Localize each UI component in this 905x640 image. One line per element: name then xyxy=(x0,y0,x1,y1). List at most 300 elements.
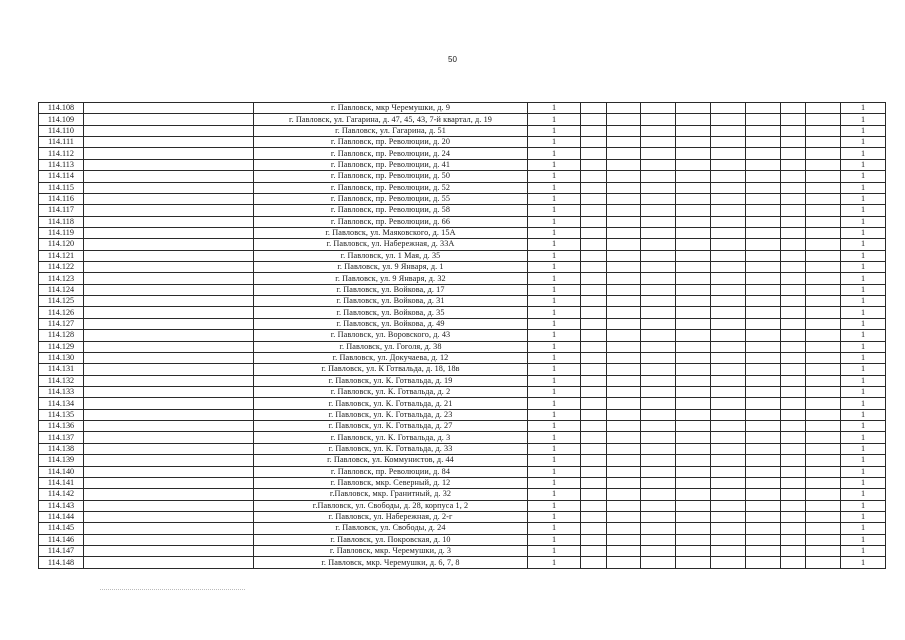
blank-cell xyxy=(806,171,841,182)
blank-cell xyxy=(641,318,676,329)
blank-cell xyxy=(581,216,607,227)
total-mark-cell: 1 xyxy=(841,443,886,454)
blank-cell xyxy=(746,103,781,114)
total-mark-cell: 1 xyxy=(841,307,886,318)
mark-cell: 1 xyxy=(528,205,581,216)
blank-cell xyxy=(84,500,254,511)
blank-cell xyxy=(806,477,841,488)
blank-cell xyxy=(607,398,641,409)
mark-cell: 1 xyxy=(528,193,581,204)
blank-cell xyxy=(711,352,746,363)
blank-cell xyxy=(711,137,746,148)
blank-cell xyxy=(84,534,254,545)
blank-cell xyxy=(84,330,254,341)
mark-cell: 1 xyxy=(528,443,581,454)
table-row xyxy=(39,557,886,568)
blank-cell xyxy=(746,171,781,182)
blank-cell xyxy=(581,523,607,534)
total-mark-cell: 1 xyxy=(841,432,886,443)
address-cell: г. Павловск, пр. Революции, д. 55 xyxy=(254,193,528,204)
address-cell: г.Павловск, мкр. Гранитный, д. 32 xyxy=(254,489,528,500)
row-number-cell: 114.143 xyxy=(39,500,84,511)
total-mark-cell: 1 xyxy=(841,205,886,216)
blank-cell xyxy=(84,262,254,273)
blank-cell xyxy=(581,398,607,409)
blank-cell xyxy=(641,500,676,511)
blank-cell xyxy=(781,239,806,250)
blank-cell xyxy=(806,296,841,307)
blank-cell xyxy=(806,341,841,352)
blank-cell xyxy=(676,273,711,284)
blank-cell xyxy=(746,364,781,375)
blank-cell xyxy=(641,534,676,545)
blank-cell xyxy=(781,523,806,534)
blank-cell xyxy=(781,500,806,511)
blank-cell xyxy=(746,466,781,477)
blank-cell xyxy=(641,296,676,307)
blank-cell xyxy=(746,557,781,568)
blank-cell xyxy=(781,352,806,363)
total-mark-cell: 1 xyxy=(841,296,886,307)
blank-cell xyxy=(581,455,607,466)
blank-cell xyxy=(711,182,746,193)
table-row xyxy=(39,364,886,375)
address-cell: г. Павловск, ул. Воровского, д. 43 xyxy=(254,330,528,341)
blank-cell xyxy=(711,511,746,522)
address-cell: г. Павловск, пр. Революции, д. 24 xyxy=(254,148,528,159)
mark-cell: 1 xyxy=(528,341,581,352)
blank-cell xyxy=(641,216,676,227)
blank-cell xyxy=(641,307,676,318)
blank-cell xyxy=(806,557,841,568)
blank-cell xyxy=(781,227,806,238)
total-mark-cell: 1 xyxy=(841,523,886,534)
blank-cell xyxy=(781,148,806,159)
blank-cell xyxy=(84,159,254,170)
blank-cell xyxy=(84,375,254,386)
blank-cell xyxy=(607,489,641,500)
blank-cell xyxy=(607,375,641,386)
blank-cell xyxy=(641,557,676,568)
mark-cell: 1 xyxy=(528,477,581,488)
table-row xyxy=(39,227,886,238)
blank-cell xyxy=(806,330,841,341)
blank-cell xyxy=(806,386,841,397)
blank-cell xyxy=(676,216,711,227)
blank-cell xyxy=(84,432,254,443)
blank-cell xyxy=(676,443,711,454)
blank-cell xyxy=(806,148,841,159)
blank-cell xyxy=(746,489,781,500)
blank-cell xyxy=(581,421,607,432)
blank-cell xyxy=(781,284,806,295)
blank-cell xyxy=(641,284,676,295)
blank-cell xyxy=(607,330,641,341)
row-number-cell: 114.148 xyxy=(39,557,84,568)
blank-cell xyxy=(607,296,641,307)
blank-cell xyxy=(711,296,746,307)
table-row xyxy=(39,330,886,341)
row-number-cell: 114.135 xyxy=(39,409,84,420)
blank-cell xyxy=(607,352,641,363)
blank-cell xyxy=(607,307,641,318)
blank-cell xyxy=(746,523,781,534)
total-mark-cell: 1 xyxy=(841,546,886,557)
blank-cell xyxy=(641,511,676,522)
blank-cell xyxy=(84,284,254,295)
table-row xyxy=(39,477,886,488)
mark-cell: 1 xyxy=(528,523,581,534)
blank-cell xyxy=(676,455,711,466)
mark-cell: 1 xyxy=(528,398,581,409)
blank-cell xyxy=(781,477,806,488)
blank-cell xyxy=(607,273,641,284)
address-cell: г. Павловск, мкр Черемушки, д. 9 xyxy=(254,103,528,114)
address-cell: г. Павловск, пр. Революции, д. 66 xyxy=(254,216,528,227)
total-mark-cell: 1 xyxy=(841,500,886,511)
blank-cell xyxy=(746,330,781,341)
row-number-cell: 114.128 xyxy=(39,330,84,341)
row-number-cell: 114.145 xyxy=(39,523,84,534)
table-row xyxy=(39,125,886,136)
blank-cell xyxy=(581,375,607,386)
blank-cell xyxy=(581,159,607,170)
row-number-cell: 114.119 xyxy=(39,227,84,238)
mark-cell: 1 xyxy=(528,284,581,295)
blank-cell xyxy=(581,273,607,284)
blank-cell xyxy=(641,489,676,500)
address-cell: г. Павловск, ул. 1 Мая, д. 35 xyxy=(254,250,528,261)
blank-cell xyxy=(781,205,806,216)
blank-cell xyxy=(806,511,841,522)
blank-cell xyxy=(676,205,711,216)
blank-cell xyxy=(84,409,254,420)
blank-cell xyxy=(711,364,746,375)
blank-cell xyxy=(746,125,781,136)
blank-cell xyxy=(711,250,746,261)
row-number-cell: 114.117 xyxy=(39,205,84,216)
row-number-cell: 114.134 xyxy=(39,398,84,409)
blank-cell xyxy=(84,273,254,284)
blank-cell xyxy=(581,239,607,250)
blank-cell xyxy=(781,182,806,193)
blank-cell xyxy=(581,386,607,397)
blank-cell xyxy=(607,284,641,295)
mark-cell: 1 xyxy=(528,511,581,522)
blank-cell xyxy=(641,159,676,170)
blank-cell xyxy=(746,511,781,522)
blank-cell xyxy=(781,534,806,545)
mark-cell: 1 xyxy=(528,364,581,375)
blank-cell xyxy=(781,250,806,261)
total-mark-cell: 1 xyxy=(841,216,886,227)
mark-cell: 1 xyxy=(528,159,581,170)
blank-cell xyxy=(746,386,781,397)
blank-cell xyxy=(607,227,641,238)
blank-cell xyxy=(607,455,641,466)
row-number-cell: 114.142 xyxy=(39,489,84,500)
blank-cell xyxy=(746,137,781,148)
row-number-cell: 114.131 xyxy=(39,364,84,375)
blank-cell xyxy=(806,159,841,170)
blank-cell xyxy=(84,182,254,193)
blank-cell xyxy=(676,557,711,568)
blank-cell xyxy=(781,318,806,329)
blank-cell xyxy=(641,455,676,466)
total-mark-cell: 1 xyxy=(841,534,886,545)
row-number-cell: 114.127 xyxy=(39,318,84,329)
address-cell: г. Павловск, пр. Революции, д. 84 xyxy=(254,466,528,477)
table-row xyxy=(39,523,886,534)
blank-cell xyxy=(84,227,254,238)
blank-cell xyxy=(746,432,781,443)
blank-cell xyxy=(711,477,746,488)
blank-cell xyxy=(581,432,607,443)
table-row xyxy=(39,262,886,273)
row-number-cell: 114.125 xyxy=(39,296,84,307)
blank-cell xyxy=(806,443,841,454)
blank-cell xyxy=(711,375,746,386)
blank-cell xyxy=(84,114,254,125)
blank-cell xyxy=(84,341,254,352)
page-number: 50 xyxy=(448,55,457,64)
blank-cell xyxy=(641,421,676,432)
row-number-cell: 114.129 xyxy=(39,341,84,352)
blank-cell xyxy=(711,534,746,545)
blank-cell xyxy=(676,375,711,386)
blank-cell xyxy=(711,216,746,227)
blank-cell xyxy=(676,466,711,477)
blank-cell xyxy=(711,466,746,477)
total-mark-cell: 1 xyxy=(841,421,886,432)
blank-cell xyxy=(641,352,676,363)
blank-cell xyxy=(781,546,806,557)
address-cell: г. Павловск, ул. Войкова, д. 49 xyxy=(254,318,528,329)
blank-cell xyxy=(84,421,254,432)
blank-cell xyxy=(676,262,711,273)
blank-cell xyxy=(676,159,711,170)
blank-cell xyxy=(641,148,676,159)
address-cell: г. Павловск, мкр. Черемушки, д. 3 xyxy=(254,546,528,557)
blank-cell xyxy=(746,421,781,432)
blank-cell xyxy=(607,318,641,329)
table-row xyxy=(39,182,886,193)
blank-cell xyxy=(641,364,676,375)
blank-cell xyxy=(781,409,806,420)
row-number-cell: 114.110 xyxy=(39,125,84,136)
address-cell: г. Павловск, ул. Набережная, д. 2-г xyxy=(254,511,528,522)
row-number-cell: 114.123 xyxy=(39,273,84,284)
blank-cell xyxy=(676,284,711,295)
row-number-cell: 114.126 xyxy=(39,307,84,318)
mark-cell: 1 xyxy=(528,546,581,557)
address-cell: г. Павловск, пр. Революции, д. 41 xyxy=(254,159,528,170)
blank-cell xyxy=(607,432,641,443)
table-row xyxy=(39,284,886,295)
blank-cell xyxy=(781,557,806,568)
mark-cell: 1 xyxy=(528,171,581,182)
blank-cell xyxy=(84,216,254,227)
row-number-cell: 114.132 xyxy=(39,375,84,386)
total-mark-cell: 1 xyxy=(841,114,886,125)
blank-cell xyxy=(806,125,841,136)
mark-cell: 1 xyxy=(528,216,581,227)
blank-cell xyxy=(607,466,641,477)
blank-cell xyxy=(581,125,607,136)
blank-cell xyxy=(84,398,254,409)
table-row xyxy=(39,352,886,363)
mark-cell: 1 xyxy=(528,557,581,568)
mark-cell: 1 xyxy=(528,352,581,363)
blank-cell xyxy=(746,182,781,193)
mark-cell: 1 xyxy=(528,421,581,432)
blank-cell xyxy=(607,523,641,534)
blank-cell xyxy=(84,352,254,363)
blank-cell xyxy=(581,307,607,318)
blank-cell xyxy=(676,114,711,125)
blank-cell xyxy=(746,318,781,329)
blank-cell xyxy=(641,466,676,477)
table-row xyxy=(39,432,886,443)
total-mark-cell: 1 xyxy=(841,182,886,193)
blank-cell xyxy=(607,546,641,557)
total-mark-cell: 1 xyxy=(841,386,886,397)
blank-cell xyxy=(746,159,781,170)
address-cell: г. Павловск, ул. К Готвальда, д. 18, 18в xyxy=(254,364,528,375)
address-cell: г. Павловск, ул. 9 Января, д. 32 xyxy=(254,273,528,284)
mark-cell: 1 xyxy=(528,227,581,238)
blank-cell xyxy=(746,352,781,363)
blank-cell xyxy=(806,318,841,329)
blank-cell xyxy=(84,455,254,466)
total-mark-cell: 1 xyxy=(841,284,886,295)
blank-cell xyxy=(676,477,711,488)
blank-cell xyxy=(806,398,841,409)
table-row xyxy=(39,489,886,500)
row-number-cell: 114.115 xyxy=(39,182,84,193)
blank-cell xyxy=(641,386,676,397)
address-cell: г. Павловск, мкр. Северный, д. 12 xyxy=(254,477,528,488)
blank-cell xyxy=(581,534,607,545)
blank-cell xyxy=(641,250,676,261)
row-number-cell: 114.124 xyxy=(39,284,84,295)
blank-cell xyxy=(581,193,607,204)
blank-cell xyxy=(806,284,841,295)
row-number-cell: 114.139 xyxy=(39,455,84,466)
blank-cell xyxy=(781,137,806,148)
blank-cell xyxy=(781,489,806,500)
blank-cell xyxy=(641,125,676,136)
blank-cell xyxy=(581,511,607,522)
blank-cell xyxy=(711,262,746,273)
blank-cell xyxy=(641,523,676,534)
table-row xyxy=(39,239,886,250)
blank-cell xyxy=(806,375,841,386)
blank-cell xyxy=(711,125,746,136)
total-mark-cell: 1 xyxy=(841,364,886,375)
table-row xyxy=(39,171,886,182)
blank-cell xyxy=(711,432,746,443)
table-row xyxy=(39,193,886,204)
blank-cell xyxy=(711,239,746,250)
mark-cell: 1 xyxy=(528,125,581,136)
table-row xyxy=(39,137,886,148)
blank-cell xyxy=(84,125,254,136)
total-mark-cell: 1 xyxy=(841,477,886,488)
blank-cell xyxy=(746,114,781,125)
table-row xyxy=(39,534,886,545)
mark-cell: 1 xyxy=(528,250,581,261)
row-number-cell: 114.114 xyxy=(39,171,84,182)
mark-cell: 1 xyxy=(528,182,581,193)
blank-cell xyxy=(641,205,676,216)
blank-cell xyxy=(676,330,711,341)
blank-cell xyxy=(746,250,781,261)
address-cell: г. Павловск, ул. К. Готвальда, д. 21 xyxy=(254,398,528,409)
blank-cell xyxy=(84,148,254,159)
blank-cell xyxy=(711,318,746,329)
row-number-cell: 114.133 xyxy=(39,386,84,397)
mark-cell: 1 xyxy=(528,137,581,148)
address-cell: г. Павловск, ул. Покровская, д. 10 xyxy=(254,534,528,545)
mark-cell: 1 xyxy=(528,318,581,329)
blank-cell xyxy=(84,103,254,114)
blank-cell xyxy=(607,477,641,488)
address-cell: г. Павловск, ул. К. Готвальда, д. 23 xyxy=(254,409,528,420)
blank-cell xyxy=(806,114,841,125)
mark-cell: 1 xyxy=(528,534,581,545)
blank-cell xyxy=(581,409,607,420)
blank-cell xyxy=(806,273,841,284)
blank-cell xyxy=(607,103,641,114)
row-number-cell: 114.141 xyxy=(39,477,84,488)
blank-cell xyxy=(581,250,607,261)
blank-cell xyxy=(806,455,841,466)
blank-cell xyxy=(806,239,841,250)
mark-cell: 1 xyxy=(528,375,581,386)
blank-cell xyxy=(806,432,841,443)
blank-cell xyxy=(711,421,746,432)
blank-cell xyxy=(581,171,607,182)
blank-cell xyxy=(711,148,746,159)
row-number-cell: 114.116 xyxy=(39,193,84,204)
blank-cell xyxy=(607,114,641,125)
address-cell: г. Павловск, ул. Набережная, д. 33А xyxy=(254,239,528,250)
address-cell: г. Павловск, ул. Гагарина, д. 47, 45, 43, 7-й квартал, д. 19 xyxy=(254,114,528,125)
blank-cell xyxy=(607,137,641,148)
blank-cell xyxy=(806,182,841,193)
blank-cell xyxy=(806,137,841,148)
blank-cell xyxy=(676,546,711,557)
blank-cell xyxy=(676,511,711,522)
table-row xyxy=(39,398,886,409)
total-mark-cell: 1 xyxy=(841,318,886,329)
blank-cell xyxy=(581,500,607,511)
table-row xyxy=(39,159,886,170)
address-cell: г. Павловск, ул. Войкова, д. 31 xyxy=(254,296,528,307)
table-row xyxy=(39,250,886,261)
row-number-cell: 114.138 xyxy=(39,443,84,454)
blank-cell xyxy=(806,216,841,227)
blank-cell xyxy=(676,193,711,204)
blank-cell xyxy=(781,432,806,443)
blank-cell xyxy=(676,352,711,363)
address-cell: г. Павловск, ул. Коммунистов, д. 44 xyxy=(254,455,528,466)
blank-cell xyxy=(641,103,676,114)
total-mark-cell: 1 xyxy=(841,159,886,170)
blank-cell xyxy=(676,307,711,318)
blank-cell xyxy=(607,171,641,182)
